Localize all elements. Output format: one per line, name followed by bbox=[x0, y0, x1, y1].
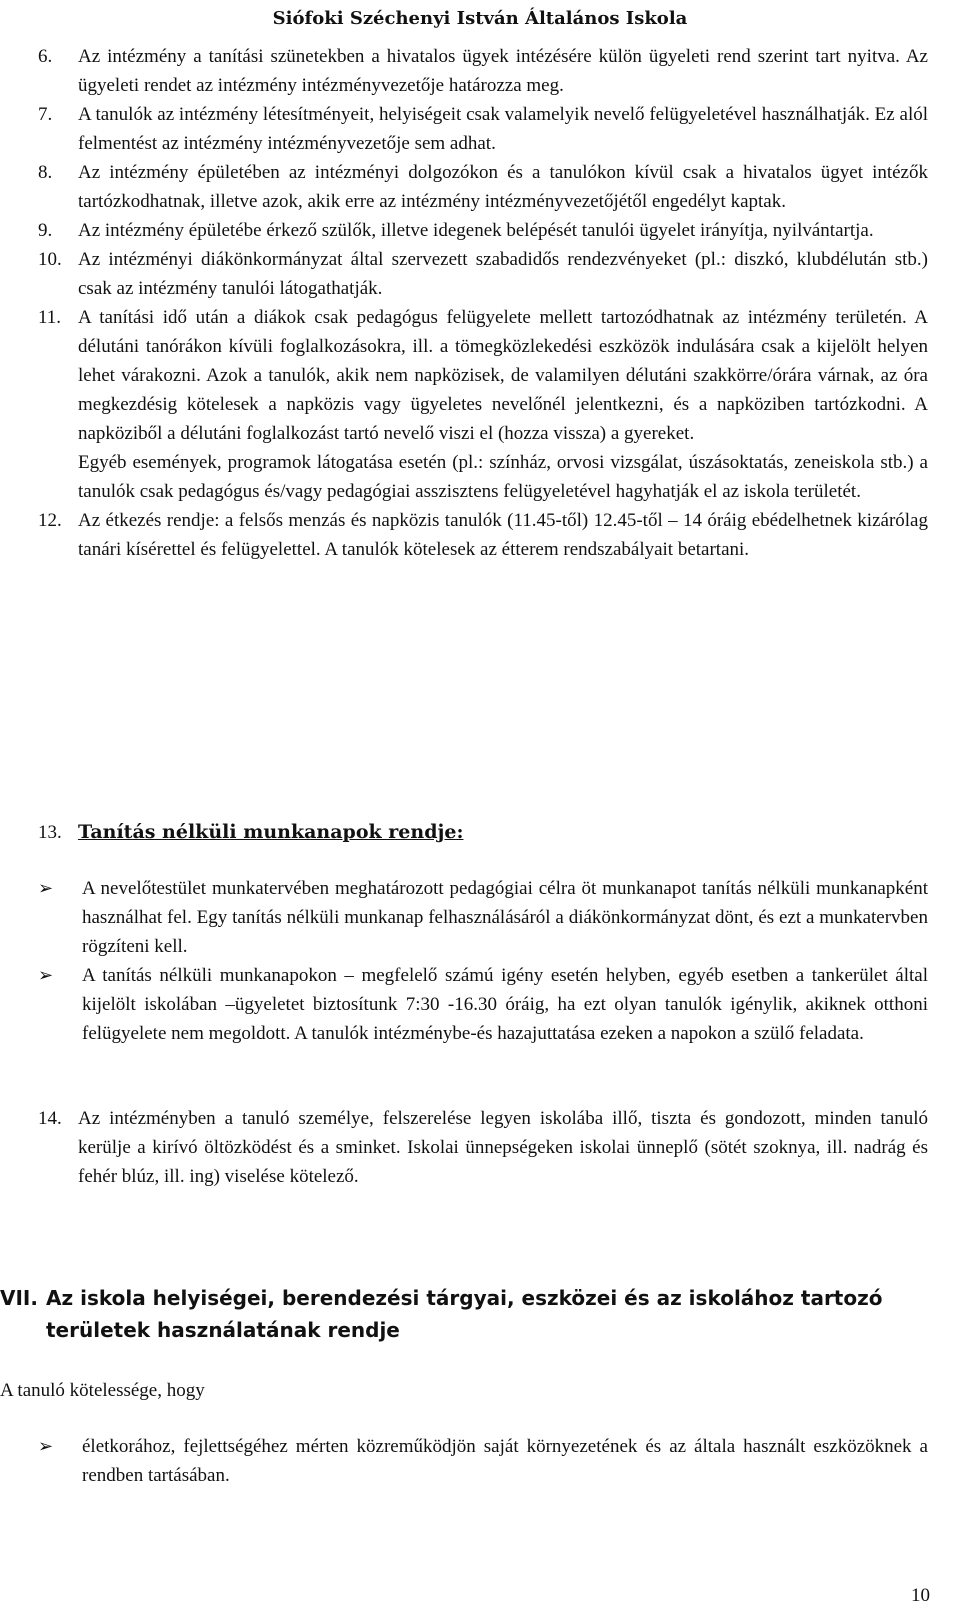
chapter-title-line2: területek használatának rendje bbox=[46, 1318, 400, 1342]
list-item bbox=[38, 506, 928, 564]
list-item bbox=[38, 158, 928, 216]
bullet-item bbox=[38, 961, 928, 1048]
list-item bbox=[38, 303, 928, 506]
bullet-item bbox=[38, 874, 928, 961]
item-number: 12. bbox=[38, 510, 62, 531]
chapter-number: VII. bbox=[0, 1286, 38, 1310]
item-text bbox=[78, 216, 928, 245]
item-text bbox=[78, 303, 928, 506]
section-title: Tanítás nélküli munkanapok rendje: bbox=[78, 821, 464, 843]
item-number: 7. bbox=[38, 104, 53, 125]
chapter-bullets bbox=[38, 1432, 928, 1490]
list-item bbox=[38, 245, 928, 303]
item-text bbox=[78, 42, 928, 100]
arrow-bullet-icon: ➢ bbox=[38, 878, 54, 899]
bullet-text: A tanítás nélküli munkanapokon – megfelelő számú igény esetén helyben, egyéb esetben a tankerület által kijelölt iskolában –ügyeletet biztosítunk 7:30 -16.30 óráig, ha ezt olyan tanulók igénylik, akiknek otthoni felügyelete nem megoldott. A tanulók intézménybe-és hazajuttatása ezeken a napokon a szülő feladata. bbox=[82, 965, 928, 1044]
item-number: 9. bbox=[38, 220, 53, 241]
bullet-text: életkorához, fejlettségéhez mérten közreműködjön saját környezetének és az általa használt eszközöknek a rendben tartásában. bbox=[82, 1436, 928, 1486]
numbered-list bbox=[38, 42, 928, 564]
intro-text: A tanuló kötelessége, hogy bbox=[0, 1380, 205, 1401]
chapter-title-line1: Az iskola helyiségei, berendezési tárgyai, eszközei és az iskolához tartozó bbox=[46, 1286, 883, 1310]
item-paragraph: Az intézmény épületébe érkező szülők, illetve idegenek belépését tanulói ügyelet irányítja, nyilvántartja. bbox=[78, 220, 874, 241]
section-text: Az intézményben a tanuló személye, felszerelése legyen iskolába illő, tiszta és gondozott, minden tanuló kerülje a kirívó öltözködést és a sminket. Iskolai ünnepségeken iskolai ünneplő (sötét szoknya, ill. nadrág és fehér blúz, ill. ing) viselése kötelező. bbox=[78, 1108, 928, 1187]
item-number: 11. bbox=[38, 307, 62, 328]
section-number: 14. bbox=[38, 1108, 62, 1129]
item-paragraph: Egyéb események, programok látogatása esetén (pl.: színház, orvosi vizsgálat, úszásoktatás, zeneiskola stb.) a tanulók csak pedagógus és/vagy pedagógiai asszisztens felügyeletével hagyhatják el az iskola területét. bbox=[78, 452, 928, 502]
item-paragraph: Az intézményi diákönkormányzat által szervezett szabadidős rendezvényeket (pl.: diszkó, klubdélután stb.) csak az intézmény tanulói látogathatják. bbox=[78, 249, 928, 299]
section-13-bullets bbox=[38, 874, 928, 1048]
list-item bbox=[38, 216, 928, 245]
section-number: 13. bbox=[38, 822, 62, 843]
arrow-bullet-icon: ➢ bbox=[38, 1436, 54, 1457]
item-number: 6. bbox=[38, 46, 53, 67]
section-13-heading bbox=[38, 818, 928, 847]
chapter-heading bbox=[0, 1282, 930, 1346]
item-text bbox=[78, 100, 928, 158]
list-item bbox=[38, 42, 928, 100]
page-header: Siófoki Széchenyi István Általános Iskola bbox=[272, 8, 688, 29]
item-paragraph: A tanítási idő után a diákok csak pedagógus felügyelete mellett tartozódhatnak az intézmény területén. A délutáni tanórákon kívüli foglalkozásokra, ill. a tömegközlekedési eszközök indulására csak a kijelölt helyen lehet várakozni. Azok a tanulók, akik nem napközisek, de valamilyen délutáni szakkörre/órára várnak, az óra megkezdésig kötelesek a napközis vagy ügyeletes nevelőnél jelentkezni, és a napköziben tartózkodni. A napköziből a délutáni foglalkozást tartó nevelő viszi el (hozza vissza) a gyereket. bbox=[78, 307, 928, 444]
bullet-text: A nevelőtestület munkatervében meghatározott pedagógiai célra öt munkanapot tanítás nélküli munkanapként használhat fel. Egy tanítás nélküli munkanap felhasználásáról a diákönkormányzat dönt, és ezt a munkatervben rögzíteni kell. bbox=[82, 878, 928, 957]
item-paragraph: A tanulók az intézmény létesítményeit, helyiségeit csak valamelyik nevelő felügyeletével használhatják. Ez alól felmentést az intézmény intézményvezetője sem adhat. bbox=[78, 104, 928, 154]
page-number: 10 bbox=[911, 1585, 930, 1606]
item-text bbox=[78, 245, 928, 303]
bullet-item bbox=[38, 1432, 928, 1490]
item-paragraph: Az intézmény épületében az intézményi dolgozókon és a tanulókon kívül csak a hivatalos ügyet intézők tartózkodhatnak, illetve azok, akik erre az intézmény intézményvezetőjétől engedélyt kaptak. bbox=[78, 162, 928, 212]
item-number: 8. bbox=[38, 162, 53, 183]
item-paragraph: Az intézmény a tanítási szünetekben a hivatalos ügyek intézésére külön ügyeleti rend szerint tart nyitva. Az ügyeleti rendet az intézmény intézményvezetője határozza meg. bbox=[78, 46, 928, 96]
arrow-bullet-icon: ➢ bbox=[38, 965, 54, 986]
item-text bbox=[78, 158, 928, 216]
list-item bbox=[38, 100, 928, 158]
section-14 bbox=[38, 1104, 928, 1191]
item-paragraph: Az étkezés rendje: a felsős menzás és napközis tanulók (11.45-től) 12.45-től – 14 óráig ebédelhetnek kizárólag tanári kísérettel és felügyelettel. A tanulók kötelesek az étterem rendszabályait betartani. bbox=[78, 510, 928, 560]
item-number: 10. bbox=[38, 249, 62, 270]
item-text bbox=[78, 506, 928, 564]
